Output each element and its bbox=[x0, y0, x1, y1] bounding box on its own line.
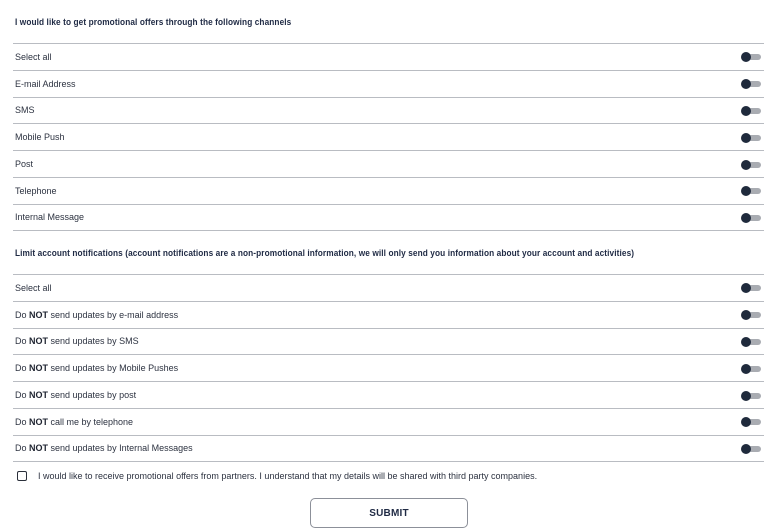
label-prefix: Do bbox=[15, 443, 30, 454]
promo-post-toggle[interactable] bbox=[741, 160, 761, 169]
notif-select-all-toggle[interactable] bbox=[741, 283, 761, 292]
row-label bbox=[15, 363, 178, 373]
toggle-knob bbox=[741, 364, 751, 374]
label-suffix: send updates by post bbox=[48, 390, 137, 401]
label-suffix: send updates by e-mail address bbox=[48, 309, 179, 320]
label-prefix: Do bbox=[15, 309, 30, 320]
promo-row-email bbox=[13, 70, 764, 97]
promo-row-sms bbox=[13, 97, 764, 124]
toggle-knob bbox=[741, 186, 751, 196]
row-label bbox=[15, 390, 136, 400]
toggle-knob bbox=[741, 133, 751, 143]
notif-post-toggle[interactable] bbox=[741, 391, 761, 400]
label-prefix: Do bbox=[15, 363, 30, 374]
label-emphasis: NOT bbox=[29, 363, 49, 374]
notif-row-mobile-push bbox=[13, 354, 764, 381]
label-suffix: send updates by Internal Messages bbox=[48, 443, 193, 454]
promo-row-post bbox=[13, 150, 764, 177]
label-emphasis: NOT bbox=[29, 443, 49, 454]
label-suffix: send updates by Mobile Pushes bbox=[48, 363, 179, 374]
label-suffix: call me by telephone bbox=[48, 416, 134, 427]
notif-sms-toggle[interactable] bbox=[741, 337, 761, 346]
notif-row-internal-messages bbox=[13, 435, 764, 462]
toggle-knob bbox=[741, 444, 751, 454]
row-label bbox=[15, 417, 133, 427]
partner-consent-label: I would like to receive promotional offers from partners. I understand that my details will be shared with third party companies. bbox=[38, 471, 538, 481]
toggle-knob bbox=[741, 417, 751, 427]
submit-button[interactable]: SUBMIT bbox=[310, 498, 468, 528]
notif-mobile-push-toggle[interactable] bbox=[741, 364, 761, 373]
row-label bbox=[15, 310, 178, 320]
notifications-heading: Limit account notifications (account notifications are a non-promotional information, we will only send you information about your account and activities) bbox=[15, 248, 635, 258]
row-label: Post bbox=[15, 159, 34, 170]
label-emphasis: NOT bbox=[29, 336, 49, 347]
toggle-knob bbox=[741, 79, 751, 89]
notif-email-toggle[interactable] bbox=[741, 310, 761, 319]
row-label: E-mail Address bbox=[15, 78, 76, 89]
row-label bbox=[15, 443, 193, 453]
promo-select-all-toggle[interactable] bbox=[741, 52, 761, 61]
promotional-channel-list bbox=[13, 43, 764, 231]
toggle-knob bbox=[741, 160, 751, 170]
label-emphasis: NOT bbox=[29, 416, 49, 427]
notif-row-post bbox=[13, 381, 764, 408]
row-label: Select all bbox=[15, 51, 52, 62]
notif-telephone-toggle[interactable] bbox=[741, 417, 761, 426]
partner-consent-checkbox[interactable] bbox=[17, 471, 27, 481]
label-emphasis: NOT bbox=[29, 390, 49, 401]
promo-telephone-toggle[interactable] bbox=[741, 186, 761, 195]
row-label: Internal Message bbox=[15, 212, 85, 223]
toggle-knob bbox=[741, 310, 751, 320]
toggle-knob bbox=[741, 52, 751, 62]
notif-row-select-all bbox=[13, 274, 764, 301]
row-label: Telephone bbox=[15, 185, 57, 196]
label-prefix: Do bbox=[15, 336, 30, 347]
toggle-knob bbox=[741, 283, 751, 293]
notif-row-telephone bbox=[13, 408, 764, 435]
promo-mobile-push-toggle[interactable] bbox=[741, 133, 761, 142]
promo-row-mobile-push bbox=[13, 123, 764, 150]
promo-email-toggle[interactable] bbox=[741, 79, 761, 88]
label-prefix: Do bbox=[15, 390, 30, 401]
row-label: SMS bbox=[15, 105, 35, 116]
toggle-knob bbox=[741, 337, 751, 347]
promo-row-telephone bbox=[13, 177, 764, 204]
promo-row-internal-message bbox=[13, 204, 764, 231]
promo-row-select-all bbox=[13, 43, 764, 70]
label-emphasis: NOT bbox=[29, 309, 49, 320]
toggle-knob bbox=[741, 213, 751, 223]
row-label bbox=[15, 336, 139, 346]
promo-internal-message-toggle[interactable] bbox=[741, 213, 761, 222]
label-suffix: send updates by SMS bbox=[48, 336, 139, 347]
notif-internal-messages-toggle[interactable] bbox=[741, 444, 761, 453]
row-label: Select all bbox=[15, 282, 52, 293]
toggle-knob bbox=[741, 391, 751, 401]
notif-row-sms bbox=[13, 328, 764, 355]
row-label: Mobile Push bbox=[15, 132, 65, 143]
promotional-heading: I would like to get promotional offers through the following channels bbox=[15, 17, 292, 27]
partner-consent bbox=[17, 471, 537, 481]
label-prefix: Do bbox=[15, 416, 30, 427]
promo-sms-toggle[interactable] bbox=[741, 106, 761, 115]
notification-list bbox=[13, 274, 764, 462]
toggle-knob bbox=[741, 106, 751, 116]
notif-row-email bbox=[13, 301, 764, 328]
